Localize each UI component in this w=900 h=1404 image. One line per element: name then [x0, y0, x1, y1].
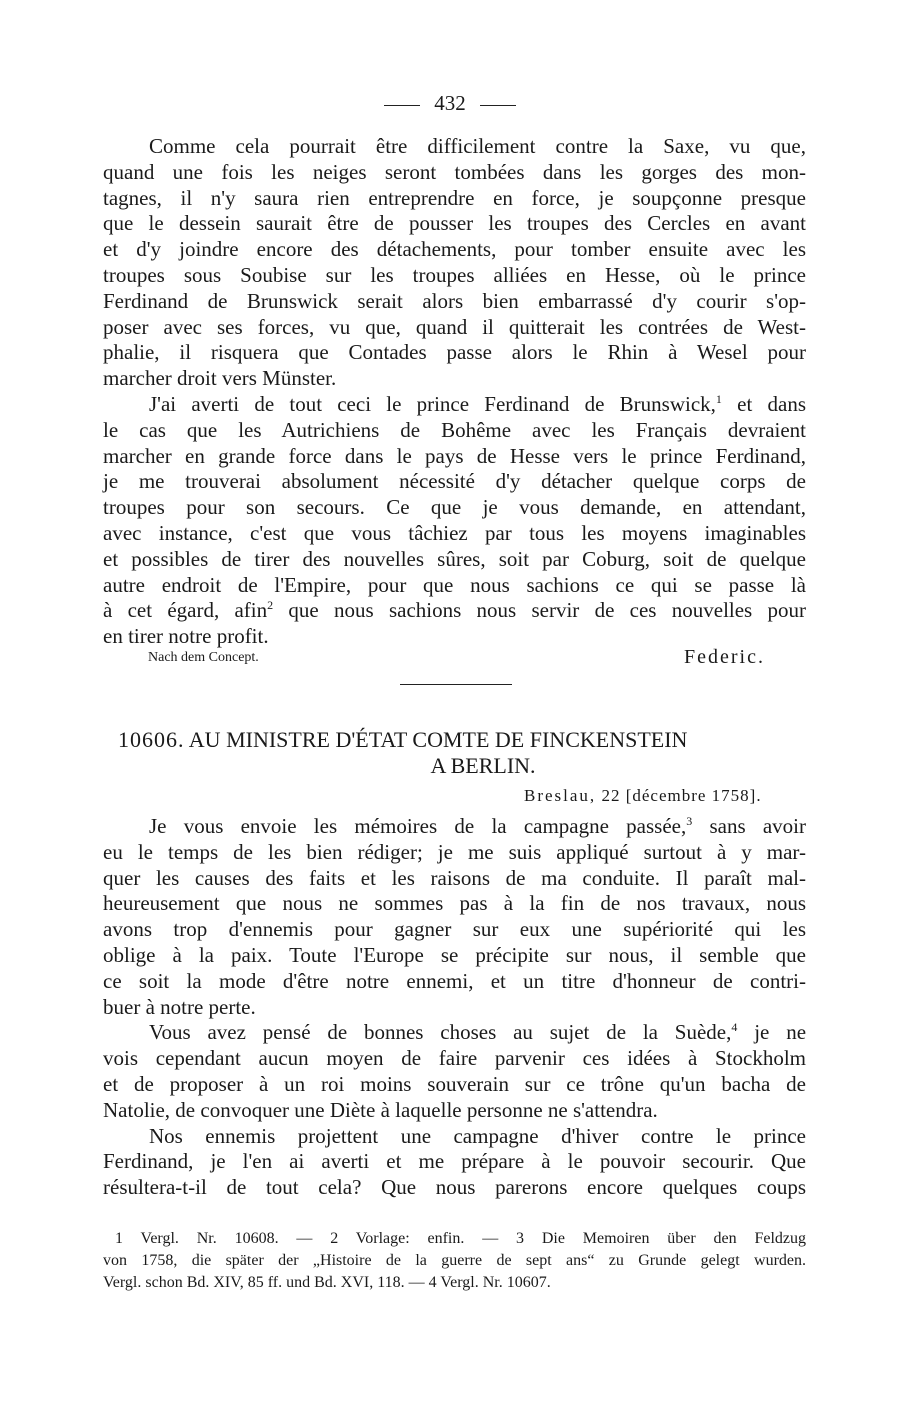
text-fragment: à cet égard, afin [103, 598, 268, 623]
text-line: eu le temps de les bien rédiger; je me suis appliqué surtout à y mar- [103, 839, 806, 864]
text-line: je me trouverai absolument nécessité d'y détacher quelque corps de [103, 469, 806, 494]
text-line: quer les causes des faits et les raisons de ma conduite. Il paraît mal- [103, 865, 806, 890]
text-line: ce soit la mode d'être notre ennemi, et un titre d'honneur de contri- [103, 968, 806, 993]
text-fragment: sans avoir [709, 814, 806, 838]
footnote-line: Vergl. schon Bd. XIV, 85 ff. und Bd. XVI, 118. — 4 Vergl. Nr. 10607. [103, 1274, 551, 1291]
dateline-date: 22 [décembre 1758]. [601, 786, 762, 805]
text-line: Comme cela pourrait être difficilement contre la Saxe, vu que, [149, 134, 806, 158]
letter1-paragraph-2 [103, 392, 806, 650]
letter-number: 10606. [118, 727, 185, 752]
footnote-line: von 1758, die später der „Histoire de la guerre de sept ans“ zu Grunde gelegt wurden. [103, 1252, 806, 1269]
text-line: marcher en grande force dans le pays de Hesse vers le prince Ferdinand, [103, 443, 806, 468]
footnote-ref-3: 3 [686, 814, 693, 828]
text-line: oblige à la paix. Toute l'Europe se précipite sur nous, il semble que [103, 942, 806, 967]
text-line: Nos ennemis projettent une campagne d'hiver contre le prince [149, 1123, 806, 1148]
dateline-place: Breslau, [524, 786, 597, 805]
text-line: tagnes, il n'y saura rien entreprendre en force, je soupçonne presque [103, 185, 806, 210]
text-line: quand une fois les neiges seront tombées dans les gorges des mon- [103, 159, 806, 184]
header-dash-left [384, 105, 420, 106]
text-line [103, 814, 806, 840]
text-line: le cas que les Autrichiens de Bohême avec les Français devraient [103, 417, 806, 442]
title-line-2: A BERLIN. [430, 753, 536, 778]
letter2-title [118, 727, 808, 779]
text-line: avons trop d'ennemis pour gagner sur eux une supériorité qui les [103, 917, 806, 942]
text-fragment: et dans [737, 391, 806, 416]
letter2-paragraph-3 [103, 1124, 806, 1201]
page-header [0, 91, 900, 115]
letter1-paragraph-1 [103, 134, 806, 392]
page-number: 432 [434, 91, 466, 115]
letter2-paragraph-1 [103, 814, 806, 1020]
text-line: troupes pour son secours. Ce que je vous demande, en attendant, [103, 495, 806, 520]
text-line: autre endroit de l'Empire, pour que nous sachions ce qui se passe là [103, 572, 806, 597]
text-line: marcher droit vers Münster. [103, 366, 337, 391]
text-line: poser avec ses forces, vu que, quand il quitterait les contrées de West- [103, 314, 806, 339]
text-line: heureusement que nous ne sommes pas à la fin de nos travaux, nous [103, 891, 806, 916]
footnote-ref-2: 2 [267, 598, 274, 613]
text-line: troupes sous Soubise sur les troupes alliées en Hesse, où le prince [103, 262, 806, 287]
text-line: phalie, il risquera que Contades passe alors le Rhin à Wesel pour [103, 340, 806, 365]
text-line: en tirer notre profit. [103, 624, 269, 649]
section-divider [400, 684, 512, 685]
letter1-body [103, 134, 806, 650]
title-line-1: AU MINISTRE D'ÉTAT COMTE DE FINCKENSTEIN [188, 727, 688, 752]
text-line: Natolie, de convoquer une Diète à laquelle personne ne s'attendra. [103, 1097, 658, 1122]
text-line [103, 1020, 806, 1046]
letter2-paragraph-2 [103, 1020, 806, 1123]
text-line: Ferdinand, je l'en ai averti et me prépare à le pouvoir secourir. Que [103, 1149, 806, 1174]
footnote-ref-1: 1 [715, 391, 722, 406]
footnote-ref-4: 4 [731, 1020, 738, 1035]
text-line [103, 392, 806, 418]
text-fragment: que nous sachions nous servir de ces nouvelles pour [288, 598, 806, 623]
letter2-body [103, 814, 806, 1201]
footnote-line: 1 Vergl. Nr. 10608. — 2 Vorlage: enfin. — 3 Die Memoiren über den Feldzug [115, 1230, 806, 1247]
text-line: résultera-t-il de tout cela? Que nous parerons encore quelques coups [103, 1175, 806, 1200]
footnotes [103, 1228, 806, 1294]
text-fragment: je ne [754, 1020, 807, 1045]
text-line: et d'y joindre encore des détachements, pour tomber ensuite avec les [103, 237, 806, 262]
text-line: buer à notre perte. [103, 994, 256, 1019]
text-line: et de proposer à un roi moins souverain sur ce trône qu'un bacha de [103, 1071, 806, 1096]
dateline [524, 786, 762, 806]
signature: Federic. [684, 646, 765, 668]
text-line: avec instance, c'est que vous tâchiez par tous les moyens imaginables [103, 520, 806, 545]
text-line: vois cependant aucun moyen de faire parvenir ces idées à Stockholm [103, 1046, 806, 1071]
header-dash-right [480, 105, 516, 106]
text-fragment: J'ai averti de tout ceci le prince Ferdinand de Brunswick, [149, 391, 716, 416]
text-line: et possibles de tirer des nouvelles sûres, soit par Coburg, soit de quelque [103, 546, 806, 571]
text-fragment: Vous avez pensé de bonnes choses au sujet de la Suède, [149, 1020, 732, 1045]
text-fragment: Je vous envoie les mémoires de la campagne passée, [149, 814, 687, 838]
text-line: Ferdinand de Brunswick serait alors bien embarrassé d'y courir s'op- [103, 288, 806, 313]
text-line: que le dessein saurait être de pousser les troupes des Cercles en avant [103, 211, 806, 236]
source-note: Nach dem Concept. [148, 650, 259, 665]
text-line [103, 598, 806, 624]
